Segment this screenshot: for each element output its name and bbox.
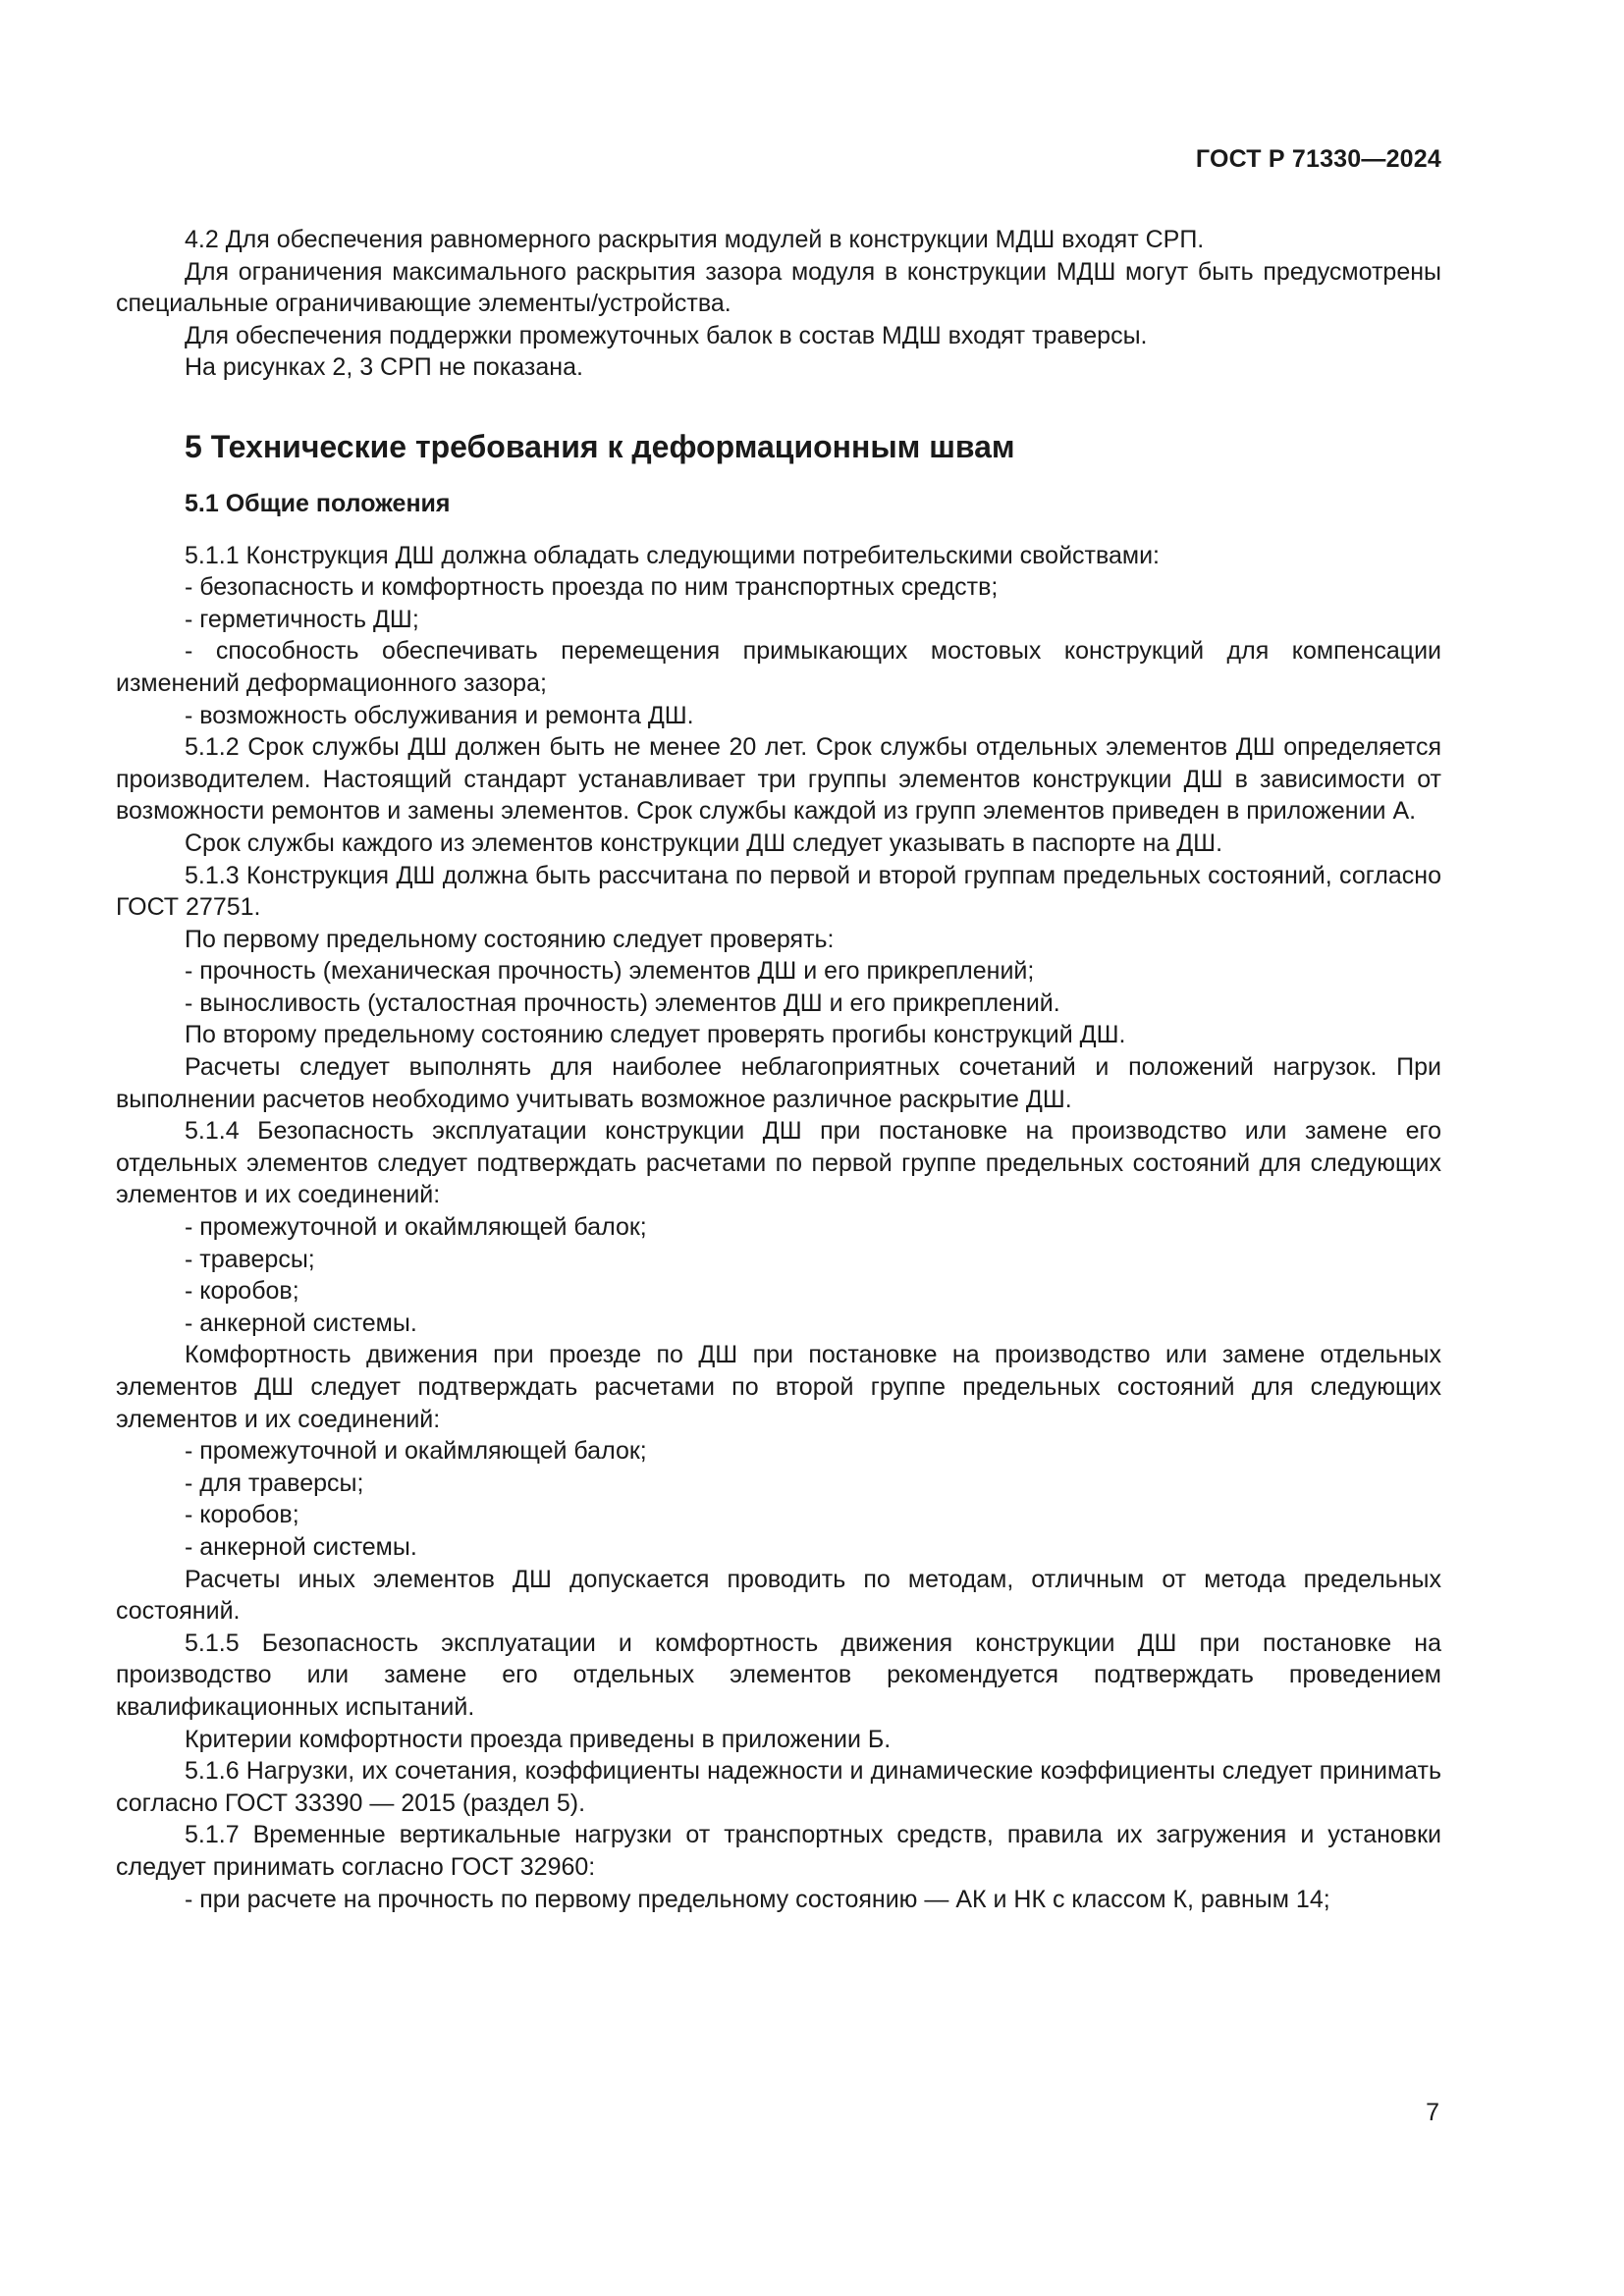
document-header-id: ГОСТ Р 71330—2024 bbox=[1195, 145, 1441, 173]
list-item: - возможность обслуживания и ремонта ДШ. bbox=[185, 701, 694, 729]
paragraph: Для обеспечения поддержки промежуточных балок в состав МДШ входят траверсы. bbox=[185, 321, 1148, 349]
section-heading: 5 Технические требования к деформационным швам bbox=[185, 428, 1015, 464]
paragraph: Расчеты следует выполнять для наиболее неблагоприятных сочетаний и положений нагрузок. При выполнении расчетов необходимо учитывать возможное различное раскрытие ДШ. bbox=[116, 1053, 1441, 1113]
paragraph: 5.1.3 Конструкция ДШ должна быть рассчитана по первой и второй группам предельных состояний, согласно ГОСТ 27751. bbox=[116, 861, 1441, 922]
list-item: - промежуточной и окаймляющей балок; bbox=[185, 1437, 647, 1466]
paragraph: 5.1.5 Безопасность эксплуатации и комфортность движения конструкции ДШ при постановке на производство или замене его отдельных элементов рекомендуется подтверждать проведением квалификационных испытаний. bbox=[116, 1629, 1441, 1721]
list-item: - коробов; bbox=[185, 1501, 299, 1529]
list-item: - герметичность ДШ; bbox=[185, 605, 419, 633]
list-item: - прочность (механическая прочность) элементов ДШ и его прикреплений; bbox=[185, 957, 1035, 986]
subsection-heading: 5.1 Общие положения bbox=[185, 489, 451, 517]
list-item: - при расчете на прочность по первому предельному состоянию — АК и НК с классом К, равным 14; bbox=[185, 1885, 1330, 1913]
paragraph: 5.1.4 Безопасность эксплуатации конструкции ДШ при постановке на производство или замене его отдельных элементов следует подтверждать расчетами по первой группе предельных состояний для следующих элементов и их соединений: bbox=[116, 1117, 1441, 1209]
paragraph: По второму предельному состоянию следует проверять прогибы конструкций ДШ. bbox=[185, 1021, 1126, 1049]
paragraph: На рисунках 2, 3 СРП не показана. bbox=[185, 353, 583, 382]
list-item: - анкерной системы. bbox=[185, 1532, 417, 1561]
paragraph: Критерии комфортности проезда приведены в приложении Б. bbox=[185, 1725, 892, 1753]
paragraph: По первому предельному состоянию следует проверять: bbox=[185, 925, 835, 953]
paragraph: 5.1.6 Нагрузки, их сочетания, коэффициенты надежности и динамические коэффициенты следует принимать согласно ГОСТ 33390 — 2015 (раздел 5). bbox=[116, 1757, 1441, 1817]
list-item: - промежуточной и окаймляющей балок; bbox=[185, 1213, 647, 1242]
paragraph: 5.1.7 Временные вертикальные нагрузки от транспортных средств, правила их загружения и установки следует принимать согласно ГОСТ 32960: bbox=[116, 1821, 1441, 1881]
paragraph: 4.2 Для обеспечения равномерного раскрытия модулей в конструкции МДШ входят СРП. bbox=[185, 226, 1205, 253]
list-item: - траверсы; bbox=[185, 1245, 315, 1273]
list-item: - безопасность и комфортность проезда по ним транспортных средств; bbox=[185, 573, 999, 602]
paragraph: Расчеты иных элементов ДШ допускается проводить по методам, отличным от метода предельных состояний. bbox=[116, 1565, 1441, 1626]
document-body bbox=[116, 224, 1441, 1915]
list-item: - для траверсы; bbox=[185, 1468, 364, 1497]
list-item: - способность обеспечивать перемещения примыкающих мостовых конструкций для компенсации изменений деформационного зазора; bbox=[116, 637, 1441, 697]
paragraph: 5.1.1 Конструкция ДШ должна обладать следующими потребительскими свойствами: bbox=[185, 541, 1160, 569]
paragraph: Срок службы каждого из элементов конструкции ДШ следует указывать в паспорте на ДШ. bbox=[185, 828, 1223, 857]
list-item: - выносливость (усталостная прочность) элементов ДШ и его прикреплений. bbox=[185, 988, 1060, 1017]
page-number: 7 bbox=[1426, 2099, 1439, 2126]
list-item: - коробов; bbox=[185, 1277, 299, 1306]
paragraph: Комфортность движения при проезде по ДШ при постановке на производство или замене отдельных элементов ДШ следует подтверждать расчетами по второй группе предельных состояний для следующих элементов и их соединений: bbox=[116, 1341, 1441, 1433]
paragraph: Для ограничения максимального раскрытия зазора модуля в конструкции МДШ могут быть предусмотрены специальные ограничивающие элементы/устройства. bbox=[116, 257, 1441, 318]
list-item: - анкерной системы. bbox=[185, 1308, 417, 1337]
paragraph: 5.1.2 Срок службы ДШ должен быть не менее 20 лет. Срок службы отдельных элементов ДШ определяется производителем. Настоящий стандарт устанавливает три группы элементов конструкции ДШ в зависимости от возможности ремонтов и замены элементов. Срок службы каждой из групп элементов приведен в приложении А. bbox=[116, 733, 1441, 826]
